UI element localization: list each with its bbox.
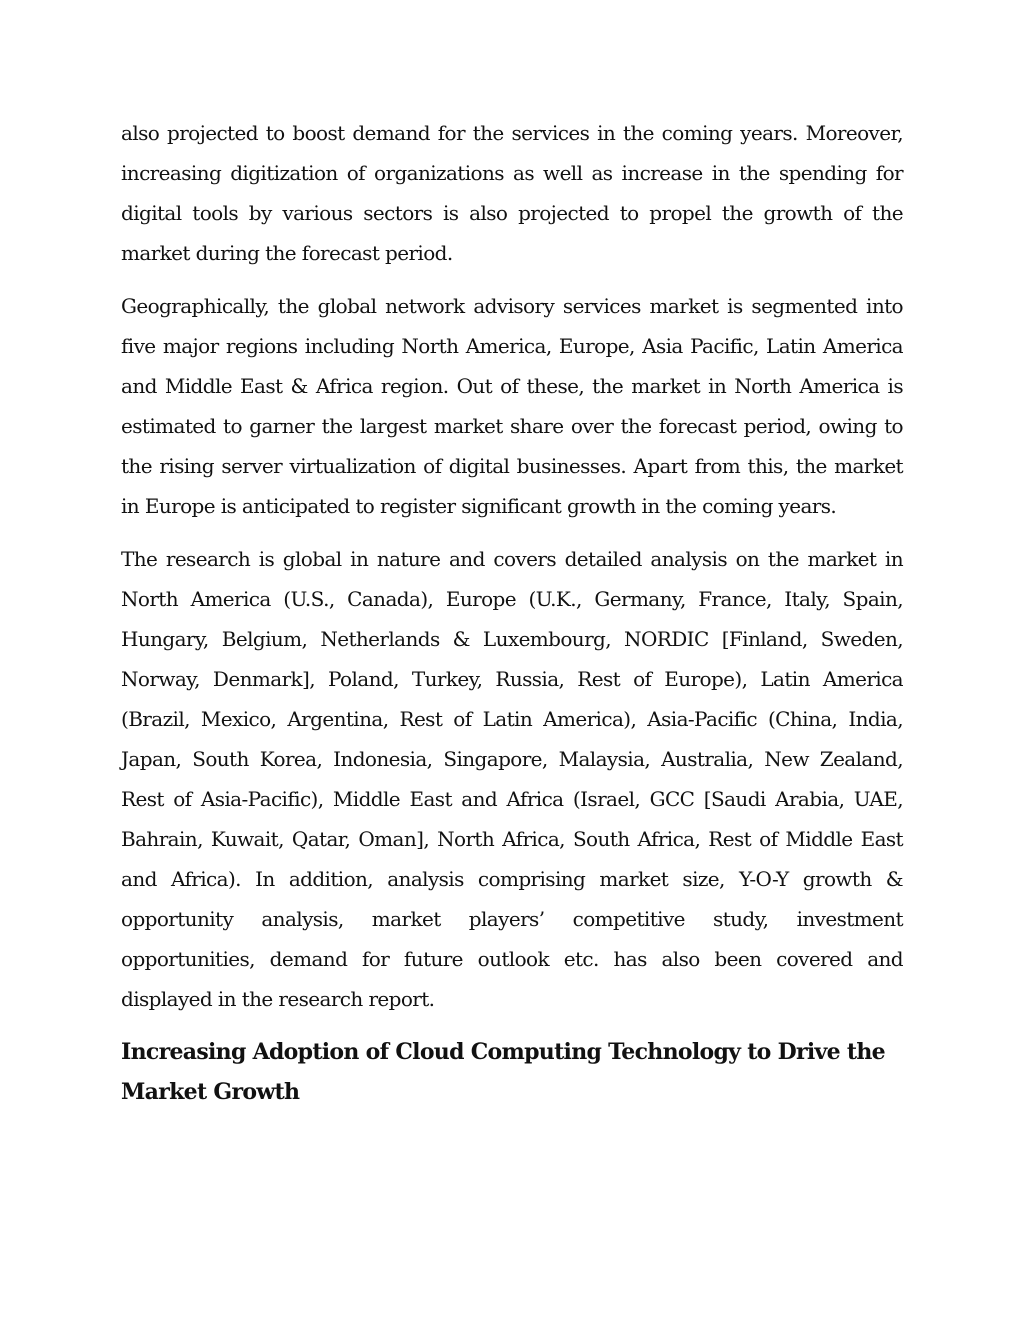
paragraph-geography: Geographically, the global network advisory services market is segmented into five major regions including North America, Europe, Asia Pacific, Latin America and Middle East & Africa region. Out of these, the market in North America is estimated to garner the largest market share over the forecast period, owing to the rising server virtualization of digital businesses. Apart from this, the market in Europe is anticipated to register significant growth in the coming years. [121, 294, 903, 518]
paragraph-research-scope: The research is global in nature and covers detailed analysis on the market in North America (U.S., Canada), Europe (U.K., Germany, France, Italy, Spain, Hungary, Belgium, Netherlands & Luxembourg, NORDIC [Finland, Sweden, Norway, Denmark], Poland, Turkey, Russia, Rest of Europe), Latin America (Brazil, Mexico, Argentina, Rest of Latin America), Asia-Pacific (China, India, Japan, South Korea, Indonesia, Singapore, Malaysia, Australia, New Zealand, Rest of Asia-Pacific), Middle East and Africa (Israel, GCC [Saudi Arabia, UAE, Bahrain, Kuwait, Qatar, Oman], North Africa, South Africa, Rest of Middle East and Africa). In addition, analysis comprising market size, Y-O-Y growth & opportunity analysis, market players’ competitive study, investment opportunities, demand for future outlook etc. has also been covered and displayed in the research report. [121, 547, 903, 1011]
paragraph-intro-continuation: also projected to boost demand for the services in the coming years. Moreover, increasing digitization of organizations as well as increase in the spending for digital tools by various sectors is also projected to propel the growth of the market during the forecast period. [121, 121, 903, 265]
section-heading: Increasing Adoption of Cloud Computing Technology to Drive the Market Growth [121, 1039, 885, 1105]
document-page [121, 113, 903, 1112]
